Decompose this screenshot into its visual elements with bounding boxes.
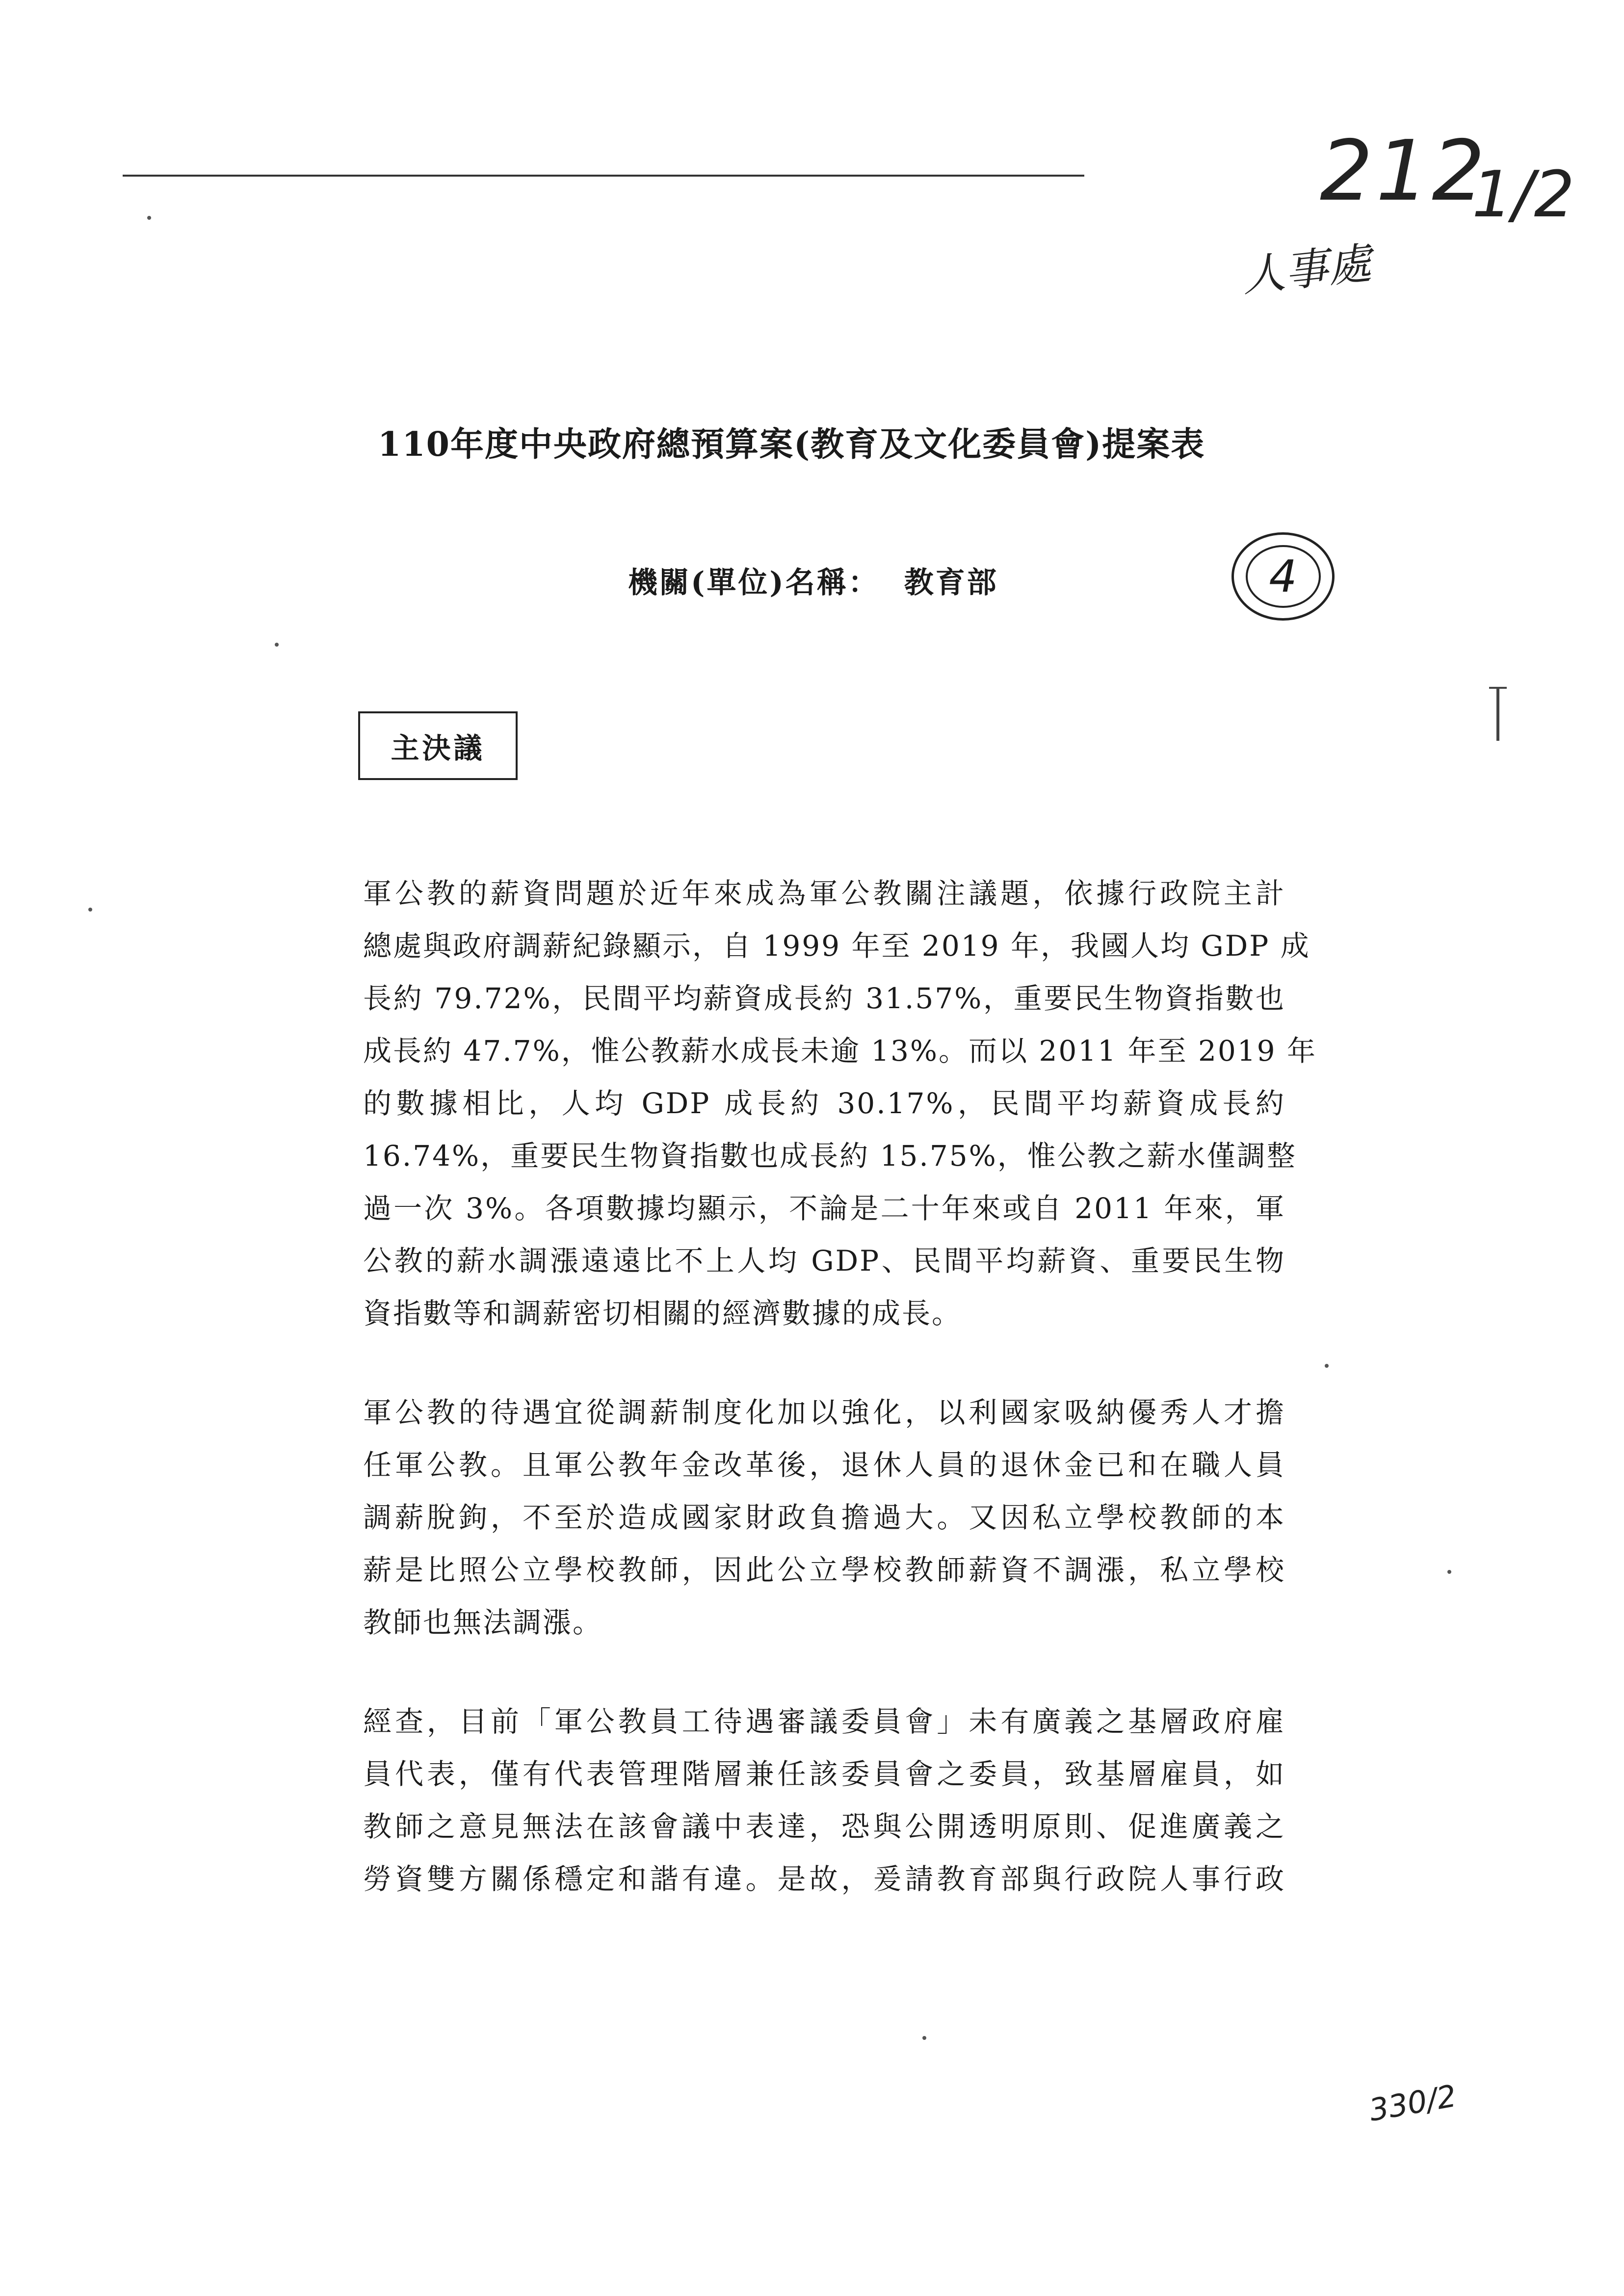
text-line: 員代表，僅有代表管理階層兼任該委員會之委員，致基層雇員，如 <box>363 1757 1285 1791</box>
margin-mark-bar <box>1489 687 1507 689</box>
agency-value: 教育部 <box>904 566 998 600</box>
text-line: 教師也無法調漲。 <box>363 1606 603 1639</box>
text-line: 軍公教的待遇宜從調薪制度化加以強化，以利國家吸納優秀人才擔 <box>363 1396 1285 1429</box>
text-line: 調薪脫鉤，不至於造成國家財政負擔過大。又因私立學校教師的本 <box>363 1501 1285 1534</box>
text-line: 經查，目前「軍公教員工待遇審議委員會」未有廣義之基層政府雇 <box>363 1705 1285 1738</box>
text-line: 16.74%，重要民生物資指數也成長約 15.75%，惟公教之薪水僅調整 <box>363 1139 1297 1173</box>
text-line: 任軍公教。且軍公教年金改革後，退休人員的退休金已和在職人員 <box>363 1448 1285 1482</box>
text-line: 教師之意見無法在該會議中表達，恐與公開透明原則、促進廣義之 <box>363 1810 1285 1843</box>
paragraph-1 <box>363 867 1317 1340</box>
text-line: 的數據相比，人均 GDP 成長約 30.17%，民間平均薪資成長約 <box>363 1087 1285 1120</box>
scan-speck <box>922 2036 926 2040</box>
margin-mark <box>1496 687 1499 741</box>
text-line: 薪是比照公立學校教師，因此公立學校教師薪資不調漲，私立學校 <box>363 1553 1285 1587</box>
text-line: 成長約 47.7%，惟公教薪水成長未逾 13%。而以 2011 年至 2019 年 <box>363 1034 1317 1068</box>
scan-speck <box>1447 1570 1451 1574</box>
circled-number: 4 <box>1246 545 1321 608</box>
section-label-box: 主決議 <box>358 711 518 780</box>
scan-speck <box>88 908 92 912</box>
handwritten-page-mark: 330/2 <box>1366 2078 1459 2128</box>
text-line: 總處與政府調薪紀錄顯示，自 1999 年至 2019 年，我國人均 GDP 成 <box>363 929 1310 963</box>
text-line: 軍公教的薪資問題於近年來成為軍公教關注議題，依據行政院主計 <box>363 877 1285 910</box>
agency-label: 機關(單位)名稱： <box>628 566 880 600</box>
scan-speck <box>1325 1364 1329 1368</box>
text-line: 過一次 3%。各項數據均顯示，不論是二十年來或自 2011 年來，軍 <box>363 1192 1285 1225</box>
paragraph-3 <box>363 1696 1285 1905</box>
text-line: 勞資雙方關係穩定和諧有違。是故，爰請教育部與行政院人事行政 <box>363 1862 1285 1896</box>
top-rule-line <box>123 175 1084 177</box>
circled-number-stamp <box>1231 532 1335 621</box>
scan-speck <box>275 643 279 647</box>
agency-line <box>628 559 998 601</box>
handwritten-number: 212 <box>1320 123 1488 220</box>
handwritten-fraction: 1/2 <box>1472 157 1575 232</box>
text-line: 資指數等和調薪密切相關的經濟數據的成長。 <box>363 1297 962 1330</box>
body-text <box>363 867 1317 1905</box>
text-line: 長約 79.72%，民間平均薪資成長約 31.57%，重要民生物資指數也 <box>363 982 1285 1015</box>
document-title: 110年度中央政府總預算案(教育及文化委員會)提案表 <box>378 425 1205 464</box>
text-line: 公教的薪水調漲遠遠比不上人均 GDP、民間平均薪資、重要民生物 <box>363 1244 1285 1278</box>
paragraph-2 <box>363 1386 1285 1649</box>
scan-speck <box>147 216 151 220</box>
handwritten-department: 人事處 <box>1239 237 1374 302</box>
